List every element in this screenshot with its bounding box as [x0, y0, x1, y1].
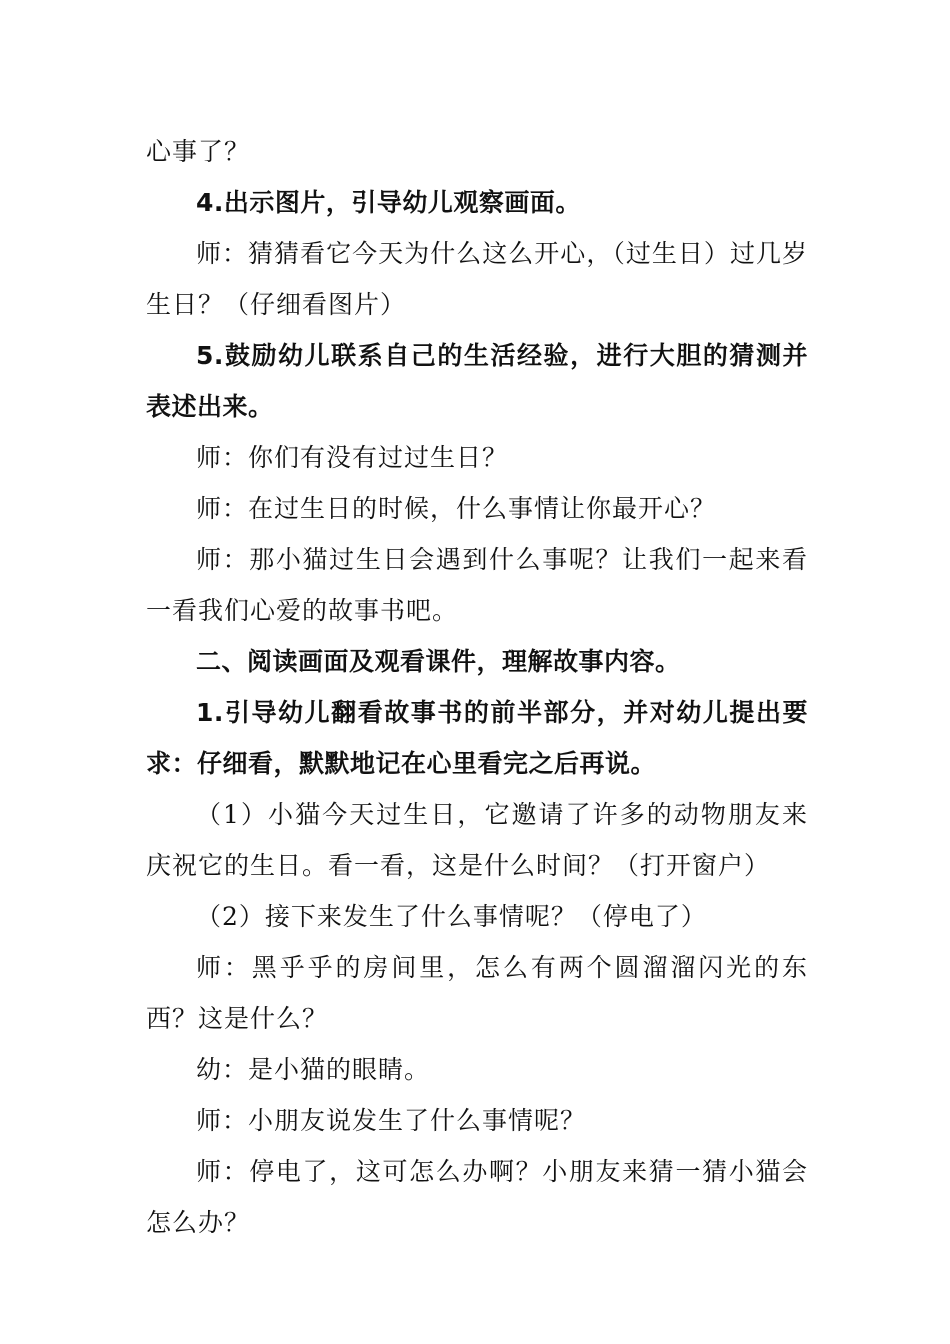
paragraph-6: 师：在过生日的时候，什么事情让你最开心？ [196, 494, 717, 523]
paragraph-3: 师：猜猜看它今天为什么这么开心，（过生日）过几岁生日？（仔细看图片） [146, 239, 808, 319]
paragraph-2-heading: 4.出示图片，引导幼儿观察画面。 [196, 188, 581, 217]
section-heading-2: 二、阅读画面及观看课件，理解故事内容。 [196, 647, 681, 676]
paragraph-4-heading: 5.鼓励幼儿联系自己的生活经验，进行大胆的猜测并表述出来。 [146, 341, 808, 421]
paragraph-9-heading: 1.引导幼儿翻看故事书的前半部分，并对幼儿提出要求：仔细看，默默地记在心里看完之后再说。 [146, 698, 808, 778]
paragraph-11: （2）接下来发生了什么事情呢？（停电了） [196, 902, 707, 931]
paragraph-13: 幼：是小猫的眼睛。 [196, 1055, 431, 1084]
paragraph-15: 师：停电了，这可怎么办啊？小朋友来猜一猜小猫会怎么办？ [146, 1157, 808, 1237]
paragraph-10: （1）小猫今天过生日，它邀请了许多的动物朋友来庆祝它的生日。看一看，这是什么时间？（打开窗户） [146, 800, 808, 880]
paragraph-14: 师：小朋友说发生了什么事情呢？ [196, 1106, 587, 1135]
paragraph-5: 师：你们有没有过过生日？ [196, 443, 509, 472]
document-body [146, 126, 808, 1248]
paragraph-7: 师：那小猫过生日会遇到什么事呢？让我们一起来看一看我们心爱的故事书吧。 [146, 545, 808, 625]
paragraph-1: 心事了？ [146, 137, 251, 166]
paragraph-12: 师：黑乎乎的房间里，怎么有两个圆溜溜闪光的东西？这是什么？ [146, 953, 808, 1033]
